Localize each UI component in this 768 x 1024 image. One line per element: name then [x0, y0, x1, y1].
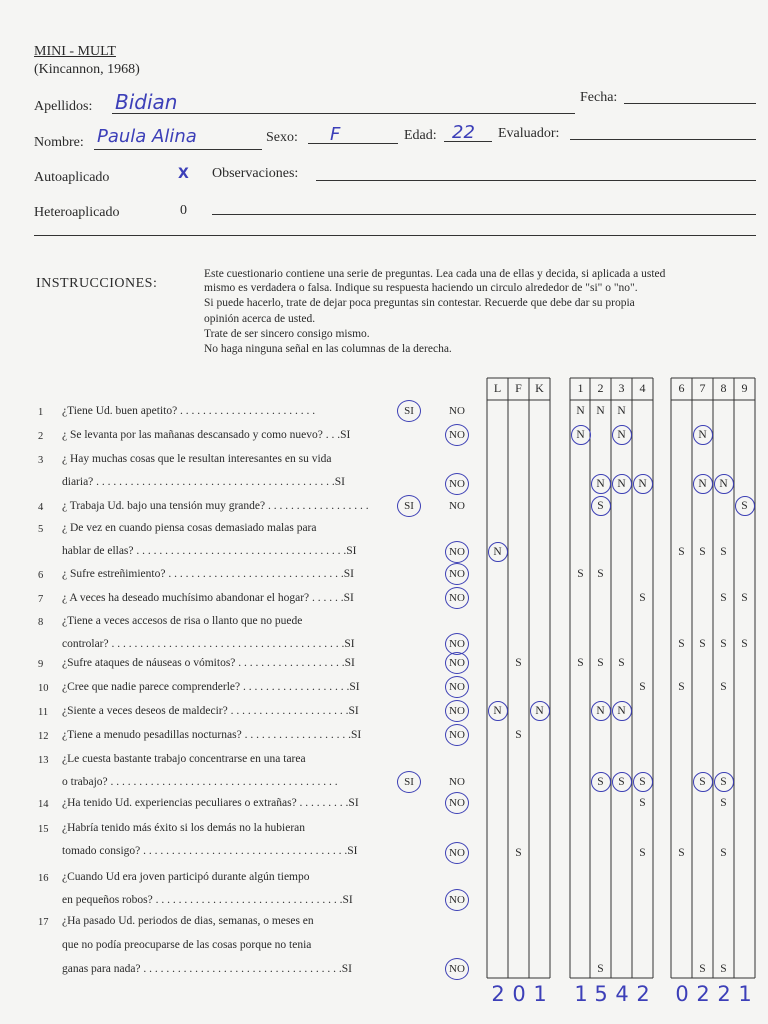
answer-no[interactable]: NO — [449, 657, 465, 669]
question-text: que no podía preocuparse de las cosas porque no tenia — [62, 939, 312, 951]
question-text: ¿ Trabaja Ud. bajo una tensión muy grande? . . . . . . . . . . . . . . . . . . — [62, 500, 369, 512]
grid-mark: N — [617, 405, 626, 417]
grid-mark: N — [698, 429, 707, 441]
answer-no[interactable]: NO — [449, 546, 465, 558]
grid-mark: S — [639, 681, 646, 693]
grid-mark-circle — [693, 772, 713, 792]
question-text: ¿ De vez en cuando piensa cosas demasiado malas para — [62, 522, 317, 534]
grid-mark: N — [493, 546, 502, 558]
grid-mark-circle — [612, 772, 632, 792]
grid-mark: S — [678, 546, 685, 558]
question-text: ¿ Sufre estreñimiento? . . . . . . . . . . . . . . . . . . . . . . . . . . . . . . .SI — [62, 568, 354, 580]
grid-mark: S — [678, 638, 685, 650]
question-number: 15 — [38, 824, 49, 835]
grid-mark: N — [617, 429, 626, 441]
grid-mark: S — [597, 500, 604, 512]
grid-mark: S — [577, 657, 584, 669]
answer-no[interactable]: NO — [449, 776, 465, 788]
grid-mark: S — [597, 657, 604, 669]
grid-mark-circle — [488, 701, 508, 721]
grid-mark-circle — [633, 474, 653, 494]
question-text: ¿Sufre ataques de náuseas o vómitos? . . . . . . . . . . . . . . . . . . .SI — [62, 657, 355, 669]
grid-mark: S — [597, 568, 604, 580]
answer-no[interactable]: NO — [449, 705, 465, 717]
answer-no[interactable]: NO — [449, 638, 465, 650]
answer-no[interactable]: NO — [449, 405, 465, 417]
grid-mark: N — [596, 478, 605, 490]
column-total: 2 — [491, 982, 505, 1006]
question-number: 14 — [38, 799, 49, 810]
answer-no[interactable]: NO — [449, 592, 465, 604]
question-number: 1 — [38, 407, 44, 418]
grid-mark-circle — [612, 474, 632, 494]
grid-mark-circle — [693, 474, 713, 494]
grid-column-header: 2 — [597, 381, 604, 395]
grid-mark-circle — [714, 474, 734, 494]
grid-mark: S — [639, 592, 646, 604]
question-number: 3 — [38, 455, 44, 466]
grid-mark: S — [720, 638, 727, 650]
grid-mark-circle — [714, 772, 734, 792]
grid-mark-circle — [591, 701, 611, 721]
edad-value[interactable]: 22 — [452, 122, 475, 143]
grid-column-header: 4 — [639, 381, 646, 395]
grid-mark: N — [576, 405, 585, 417]
question-text: controlar? . . . . . . . . . . . . . . . . . . . . . . . . . . . . . . . . . . . . . . . . .SI — [62, 638, 355, 650]
fecha-label: Fecha: — [580, 90, 618, 105]
grid-mark: N — [638, 478, 647, 490]
grid-mark: S — [597, 963, 604, 975]
instruction-line: Si puede hacerlo, trate de dejar poca preguntas sin contestar. Recuerde que debe dar su propia — [204, 297, 635, 309]
grid-mark: S — [720, 847, 727, 859]
sexo-label: Sexo: — [266, 130, 298, 145]
grid-mark: S — [720, 963, 727, 975]
instruction-line: Este cuestionario contiene una serie de preguntas. Lea cada una de ellas y decida, si aplicada a usted — [204, 268, 666, 280]
grid-mark: S — [741, 592, 748, 604]
question-text: o trabajo? . . . . . . . . . . . . . . . . . . . . . . . . . . . . . . . . . . . . . . . . — [62, 776, 338, 788]
column-total: 5 — [594, 982, 608, 1006]
column-total: 0 — [675, 982, 689, 1006]
question-text: ¿Habría tenido más éxito si los demás no la hubieran — [62, 822, 306, 834]
grid-mark: S — [639, 847, 646, 859]
apellidos-label: Apellidos: — [34, 99, 93, 114]
grid-mark: N — [617, 705, 626, 717]
grid-mark: S — [741, 500, 748, 512]
grid-mark-circle — [591, 474, 611, 494]
question-number: 6 — [38, 570, 44, 581]
question-number: 17 — [38, 917, 49, 928]
answer-no[interactable]: NO — [449, 894, 465, 906]
answer-si[interactable]: SI — [404, 405, 414, 417]
grid-mark: S — [720, 681, 727, 693]
instruction-line: Trate de ser sincero consigo mismo. — [204, 328, 370, 340]
grid-column-header: 6 — [678, 381, 685, 395]
answer-no[interactable]: NO — [449, 729, 465, 741]
question-number: 4 — [38, 502, 44, 513]
question-text: ¿Tiene a menudo pesadillas nocturnas? . . . . . . . . . . . . . . . . . . .SI — [62, 729, 362, 741]
question-text: ¿ Hay muchas cosas que le resultan interesantes en su vida — [62, 453, 332, 465]
question-number: 16 — [38, 873, 49, 884]
question-number: 8 — [38, 617, 44, 628]
column-total: 1 — [738, 982, 752, 1006]
grid-mark-circle — [530, 701, 550, 721]
grid-mark-circle — [571, 425, 591, 445]
question-text: en pequeños robos? . . . . . . . . . . . . . . . . . . . . . . . . . . . . . . . . .SI — [62, 894, 353, 906]
answer-no[interactable]: NO — [449, 847, 465, 859]
grid-mark-circle — [693, 425, 713, 445]
grid-mark-circle — [591, 772, 611, 792]
grid-mark: S — [639, 776, 646, 788]
grid-mark: S — [699, 776, 706, 788]
grid-column-header: 9 — [741, 381, 748, 395]
instructions-label: INSTRUCCIONES: — [36, 276, 158, 291]
question-text: ¿ Se levanta por las mañanas descansado y como nuevo? . . .SI — [62, 429, 351, 441]
column-total: 1 — [574, 982, 588, 1006]
grid-mark-circle — [735, 496, 755, 516]
grid-mark-circle — [612, 425, 632, 445]
grid-mark: S — [720, 776, 727, 788]
grid-mark: N — [596, 705, 605, 717]
answer-no[interactable]: NO — [449, 568, 465, 580]
autoaplicado-label: Autoaplicado — [34, 170, 110, 185]
grid-mark: S — [720, 592, 727, 604]
answer-si[interactable]: SI — [404, 776, 414, 788]
question-number: 5 — [38, 524, 44, 535]
sexo-value[interactable]: F — [330, 124, 341, 145]
question-text: ¿ A veces ha deseado muchísimo abandonar el hogar? . . . . . .SI — [62, 592, 354, 604]
column-total: 2 — [696, 982, 710, 1006]
observaciones-label: Observaciones: — [212, 166, 299, 181]
question-text: tomado consigo? . . . . . . . . . . . . . . . . . . . . . . . . . . . . . . . . . . . .SI — [62, 845, 358, 857]
grid-mark: N — [576, 429, 585, 441]
grid-mark-circle — [633, 772, 653, 792]
grid-mark-circle — [591, 496, 611, 516]
question-number: 10 — [38, 683, 49, 694]
grid-mark: S — [515, 847, 522, 859]
grid-mark: S — [720, 797, 727, 809]
question-text: ¿Ha pasado Ud. periodos de dias, semanas, o meses en — [62, 915, 314, 927]
grid-mark: N — [719, 478, 728, 490]
grid-column-header: 8 — [720, 381, 727, 395]
grid-mark: N — [698, 478, 707, 490]
heteroaplicado-mark: 0 — [180, 203, 187, 218]
answer-si[interactable]: SI — [404, 500, 414, 512]
grid-mark-circle — [612, 701, 632, 721]
grid-column-header: 1 — [577, 381, 584, 395]
apellidos-value[interactable]: Bidian — [115, 90, 178, 114]
question-text: hablar de ellas? . . . . . . . . . . . . . . . . . . . . . . . . . . . . . . . . . . . . .SI — [62, 545, 357, 557]
grid-column-header: L — [493, 381, 502, 395]
grid-mark: S — [678, 681, 685, 693]
question-text: ganas para nada? . . . . . . . . . . . . . . . . . . . . . . . . . . . . . . . . . . .SI — [62, 963, 353, 975]
heteroaplicado-label: Heteroaplicado — [34, 205, 120, 220]
grid-mark: S — [618, 776, 625, 788]
grid-mark: S — [577, 568, 584, 580]
question-text: ¿Ha tenido Ud. experiencias peculiares o extrañas? . . . . . . . . .SI — [62, 797, 359, 809]
column-total: 4 — [615, 982, 629, 1006]
answer-no[interactable]: NO — [449, 500, 465, 512]
question-text: ¿Cree que nadie parece comprenderle? . . . . . . . . . . . . . . . . . . .SI — [62, 681, 360, 693]
answer-no[interactable]: NO — [449, 681, 465, 693]
column-total: 0 — [512, 982, 526, 1006]
question-number: 11 — [38, 707, 49, 718]
answer-no[interactable]: NO — [449, 963, 465, 975]
edad-label: Edad: — [404, 128, 437, 143]
grid-mark: S — [699, 963, 706, 975]
grid-mark: S — [515, 657, 522, 669]
grid-mark: S — [597, 776, 604, 788]
question-text: ¿Tiene a veces accesos de risa o llanto que no puede — [62, 615, 303, 627]
grid-mark: N — [596, 405, 605, 417]
grid-column-header: 7 — [699, 381, 706, 395]
instruction-line: mismo es verdadera o falsa. Indique su respuesta haciendo un circulo alrededor de "si" o "no". — [204, 282, 638, 294]
instruction-line: No haga ninguna señal en las columnas de la derecha. — [204, 343, 452, 355]
question-number: 2 — [38, 431, 44, 442]
evaluador-label: Evaluador: — [498, 126, 560, 141]
form-title: MINI - MULT — [34, 44, 116, 59]
question-number: 9 — [38, 659, 44, 670]
grid-mark: S — [720, 546, 727, 558]
grid-mark: S — [639, 797, 646, 809]
grid-mark: S — [618, 657, 625, 669]
grid-mark: S — [741, 638, 748, 650]
question-number: 12 — [38, 731, 49, 742]
grid-column-header: K — [535, 381, 544, 395]
question-text: diaria? . . . . . . . . . . . . . . . . . . . . . . . . . . . . . . . . . . . . . . . . . .SI — [62, 476, 346, 488]
grid-mark: S — [515, 729, 522, 741]
nombre-value[interactable]: Paula Alina — [97, 126, 197, 147]
answer-no[interactable]: NO — [449, 429, 465, 441]
grid-mark-circle — [488, 542, 508, 562]
instruction-line: opinión acerca de usted. — [204, 313, 316, 325]
answer-no[interactable]: NO — [449, 478, 465, 490]
grid-mark: N — [493, 705, 502, 717]
answer-no[interactable]: NO — [449, 797, 465, 809]
grid-mark: N — [535, 705, 544, 717]
question-text: ¿Cuando Ud era joven participó durante algún tiempo — [62, 871, 310, 883]
grid-mark: S — [699, 546, 706, 558]
autoaplicado-mark[interactable]: X — [178, 166, 189, 182]
form-reference: (Kincannon, 1968) — [34, 62, 140, 77]
grid-mark: N — [617, 478, 626, 490]
nombre-label: Nombre: — [34, 135, 84, 150]
question-text: ¿Tiene Ud. buen apetito? . . . . . . . . . . . . . . . . . . . . . . . . — [62, 405, 316, 417]
question-number: 7 — [38, 594, 44, 605]
question-number: 13 — [38, 755, 49, 766]
question-text: ¿Siente a veces deseos de maldecir? . . . . . . . . . . . . . . . . . . . . .SI — [62, 705, 359, 717]
column-total: 2 — [717, 982, 731, 1006]
column-total: 1 — [533, 982, 547, 1006]
column-total: 2 — [636, 982, 650, 1006]
grid-mark: S — [678, 847, 685, 859]
grid-column-header: F — [515, 381, 522, 395]
grid-column-header: 3 — [618, 381, 625, 395]
grid-mark: S — [699, 638, 706, 650]
question-text: ¿Le cuesta bastante trabajo concentrarse en una tarea — [62, 753, 306, 765]
